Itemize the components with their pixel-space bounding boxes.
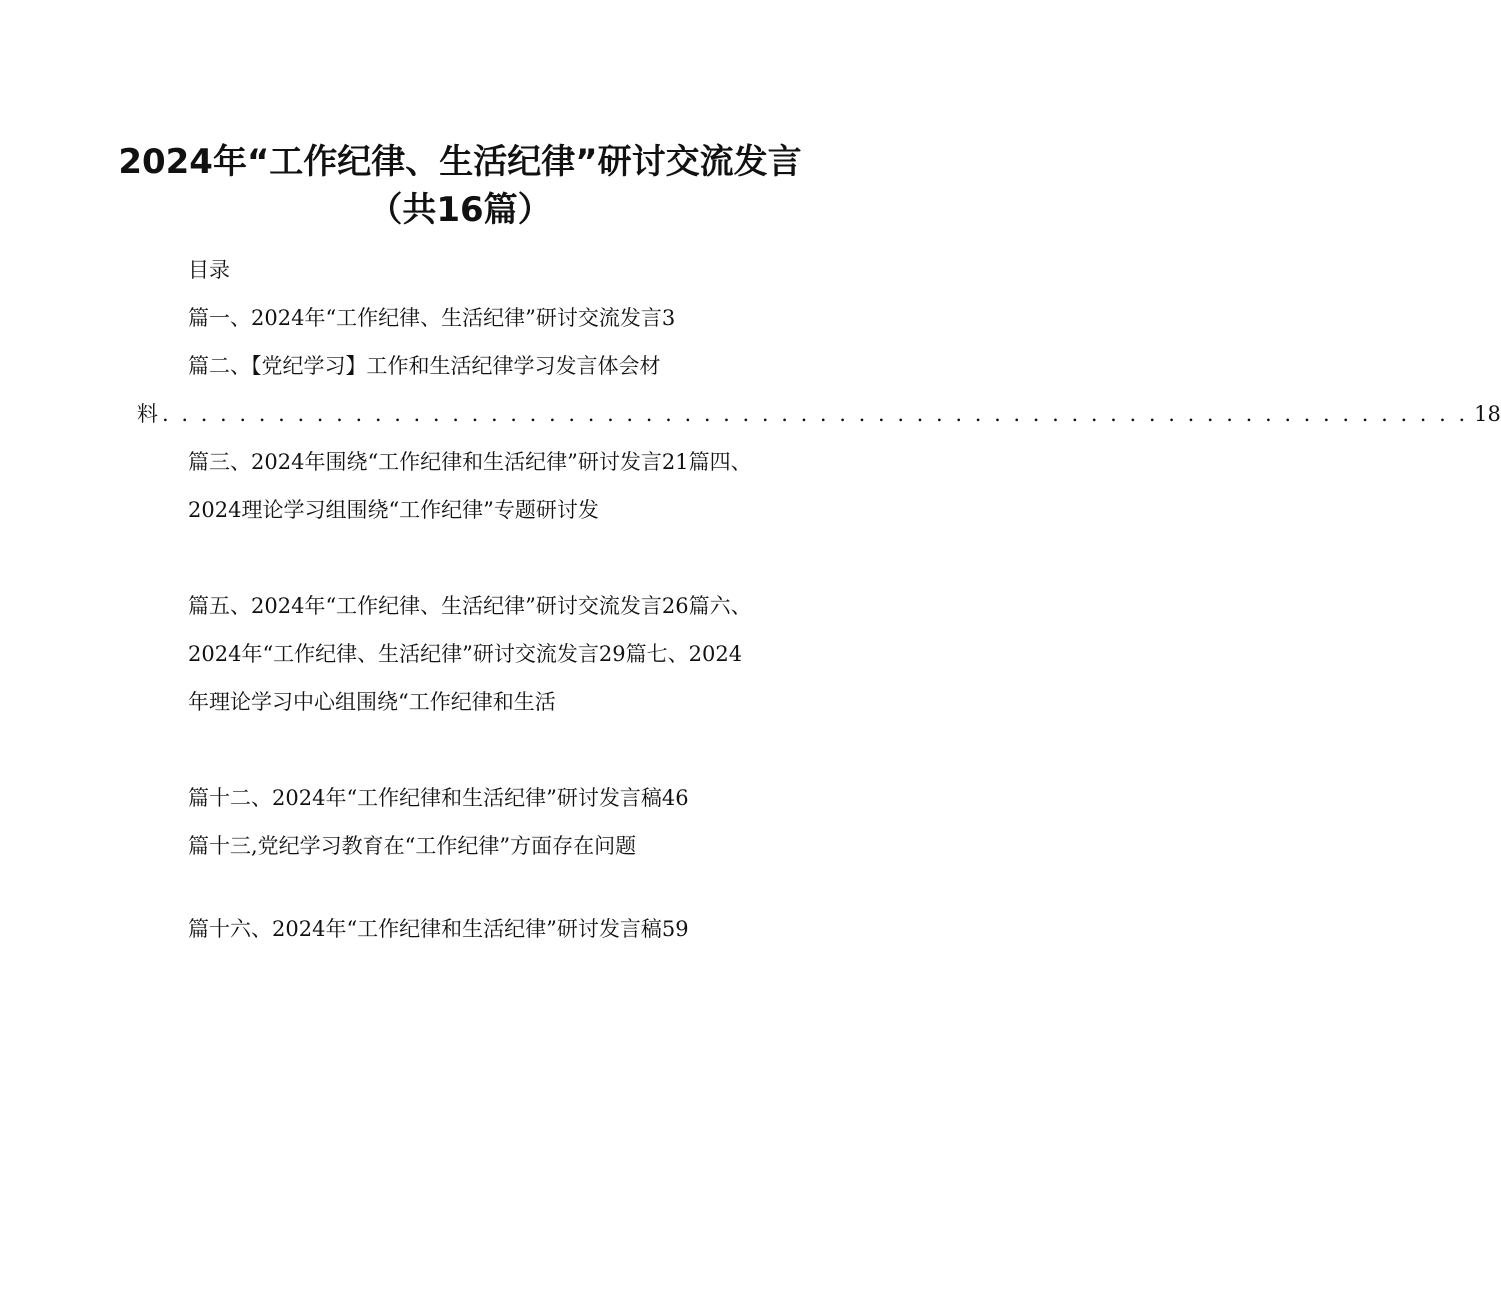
toc-entry: 篇三、2024年围绕“工作纪律和生活纪律”研讨发言21篇四、 — [188, 450, 752, 474]
toc-entry: 篇二、【党纪学习】工作和生活纪律学习发言体会材 — [188, 354, 661, 378]
toc-entry: 2024理论学习组围绕“工作纪律”专题研讨发 — [188, 498, 599, 522]
toc-entry: 2024年“工作纪律、生活纪律”研讨交流发言29篇七、2024 — [188, 642, 743, 666]
toc-entry: 篇十二、2024年“工作纪律和生活纪律”研讨发言稿46 — [188, 786, 689, 810]
toc-entry: 篇十三,党纪学习教育在“工作纪律”方面存在问题 — [188, 834, 637, 858]
toc-page-number: 18 — [1474, 402, 1501, 426]
toc-heading: 目录 — [188, 258, 230, 282]
toc-entry: 篇五、2024年“工作纪律、生活纪律”研讨交流发言26篇六、 — [188, 594, 752, 618]
toc-entry: 篇十六、2024年“工作纪律和生活纪律”研讨发言稿59 — [188, 917, 689, 941]
toc-entry-continuation — [137, 399, 1501, 429]
document-subtitle: （共16篇） — [368, 190, 552, 230]
toc-entry-text: 料 — [137, 402, 158, 426]
toc-entry: 篇一、2024年“工作纪律、生活纪律”研讨交流发言3 — [188, 306, 676, 330]
toc-leader-dots: . . . . . . . . . . . . . . . . . . . . . . . . . . . . . . . . . . . . . . . . . . . . . . . . . . . . . . . . . . . . . . . . . . . . — [162, 402, 1469, 426]
toc-entry: 年理论学习中心组围绕“工作纪律和生活 — [188, 690, 556, 714]
document-title: 2024年“工作纪律、生活纪律”研讨交流发言 — [118, 142, 802, 182]
